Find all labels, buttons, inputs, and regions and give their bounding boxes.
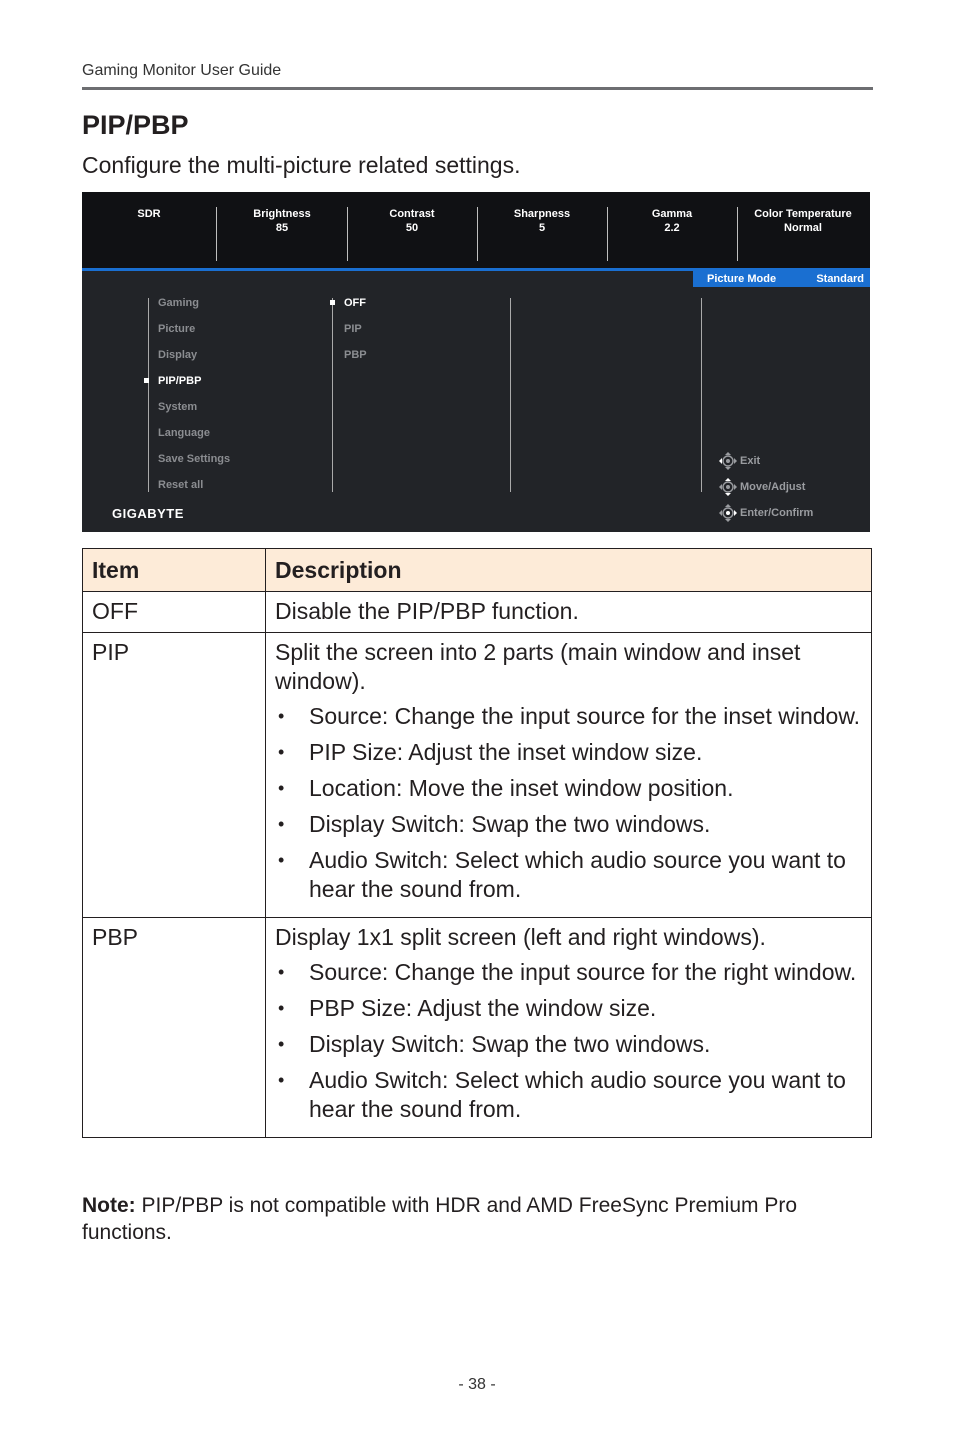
bullet-list [275,958,863,1124]
list-item: • Source: Change the input source for the inset window. [275,702,863,731]
row-description-text: Disable the PIP/PBP function. [275,598,579,624]
list-item: • Location: Move the inset window position. [275,774,863,803]
section-title: PIP/PBP [82,110,189,140]
osd-option-off[interactable]: OFF [344,297,366,309]
table-row [83,592,872,633]
joystick-left-icon [718,452,738,470]
section-intro: Configure the multi-picture related settings. [82,152,521,178]
osd-option-pip[interactable]: PIP [344,323,362,335]
note-text: PIP/PBP is not compatible with HDR and AMD FreeSync Premium Pro functions. [82,1194,798,1244]
osd-top-label: Gamma [651,208,693,220]
option-selection-marker [330,300,335,305]
sub-column-line [701,298,702,492]
osd-menu-item-system[interactable]: System [158,401,198,413]
table-row [83,918,872,1138]
osd-top-cell-brightness [217,207,347,261]
list-item: • Audio Switch: Select which audio source you want to hear the sound from. [275,1066,863,1124]
osd-top-label: Color Temperature [754,208,852,220]
table-header-item: Item [83,549,266,592]
picture-mode-bar [693,271,870,287]
sub-column-line [510,298,511,492]
osd-top-label: SDR [137,208,161,220]
osd-top-value: 2.2 [664,222,680,234]
osd-menu-item-language[interactable]: Language [158,427,210,439]
list-item: • Display Switch: Swap the two windows. [275,810,863,839]
document-header: Gaming Monitor User Guide [82,62,282,79]
list-item: • Source: Change the input source for the right window. [275,958,863,987]
list-item: • PBP Size: Adjust the window size. [275,994,863,1023]
table-cell-description [266,918,872,1138]
note-label: Note: [82,1194,136,1217]
osd-top-bar [82,192,870,268]
osd-menu-screenshot [82,192,870,532]
list-item: • Display Switch: Swap the two windows. [275,1030,863,1059]
osd-option-pbp[interactable]: PBP [344,349,367,361]
osd-menu-item-picture[interactable]: Picture [158,323,196,335]
osd-menu-item-display[interactable]: Display [158,349,198,361]
joystick-press-icon [718,504,738,522]
osd-menu-item-gaming[interactable]: Gaming [158,297,199,309]
table-cell-item: PIP [83,633,266,918]
osd-top-cell-sdr [84,207,214,261]
page-number: - 38 - [458,1376,496,1393]
osd-top-value: Normal [784,222,822,234]
table-cell-item: OFF [83,592,266,633]
osd-control-label: Exit [740,455,761,467]
osd-menu-item-save-settings[interactable]: Save Settings [158,453,231,465]
picture-mode-value: Standard [816,273,864,285]
osd-control-label: Enter/Confirm [740,507,814,519]
table-row [83,633,872,918]
header-divider [82,87,873,90]
bullet-list [275,702,863,904]
gigabyte-logo: GIGABYTE [112,506,184,521]
settings-table [82,548,872,1138]
osd-top-cell-gamma [607,207,737,261]
table-header-description: Description [266,549,872,592]
compatibility-note [82,1192,862,1246]
osd-top-cell-color-temperature [738,207,868,261]
osd-control-label: Move/Adjust [740,481,806,493]
menu-selection-marker [144,378,149,383]
osd-top-value: 50 [405,222,419,234]
picture-mode-label: Picture Mode [707,273,777,285]
joystick-updown-icon [718,478,738,496]
osd-top-cell-contrast [347,207,477,261]
list-item: • PIP Size: Adjust the inset window size. [275,738,863,767]
osd-top-label: Sharpness [513,208,571,220]
osd-top-cell-sharpness [477,207,607,261]
list-item: • Audio Switch: Select which audio source you want to hear the sound from. [275,846,863,904]
menu-column-line [148,298,149,492]
table-cell-item: PBP [83,918,266,1138]
options-column-line [332,298,333,492]
osd-top-value: 85 [275,222,289,234]
table-cell-description [266,633,872,918]
osd-top-label: Contrast [389,208,435,220]
osd-top-value: 5 [538,222,546,234]
row-description-text: Display 1x1 split screen (left and right windows). [275,924,766,950]
osd-menu-item-reset-all[interactable]: Reset all [158,479,204,491]
table-header-row [83,549,872,592]
osd-top-label: Brightness [253,208,311,220]
row-description-text: Split the screen into 2 parts (main window and inset window). [275,639,801,694]
osd-menu-item-pip-pbp[interactable]: PIP/PBP [158,375,202,387]
table-cell-description [266,592,872,633]
